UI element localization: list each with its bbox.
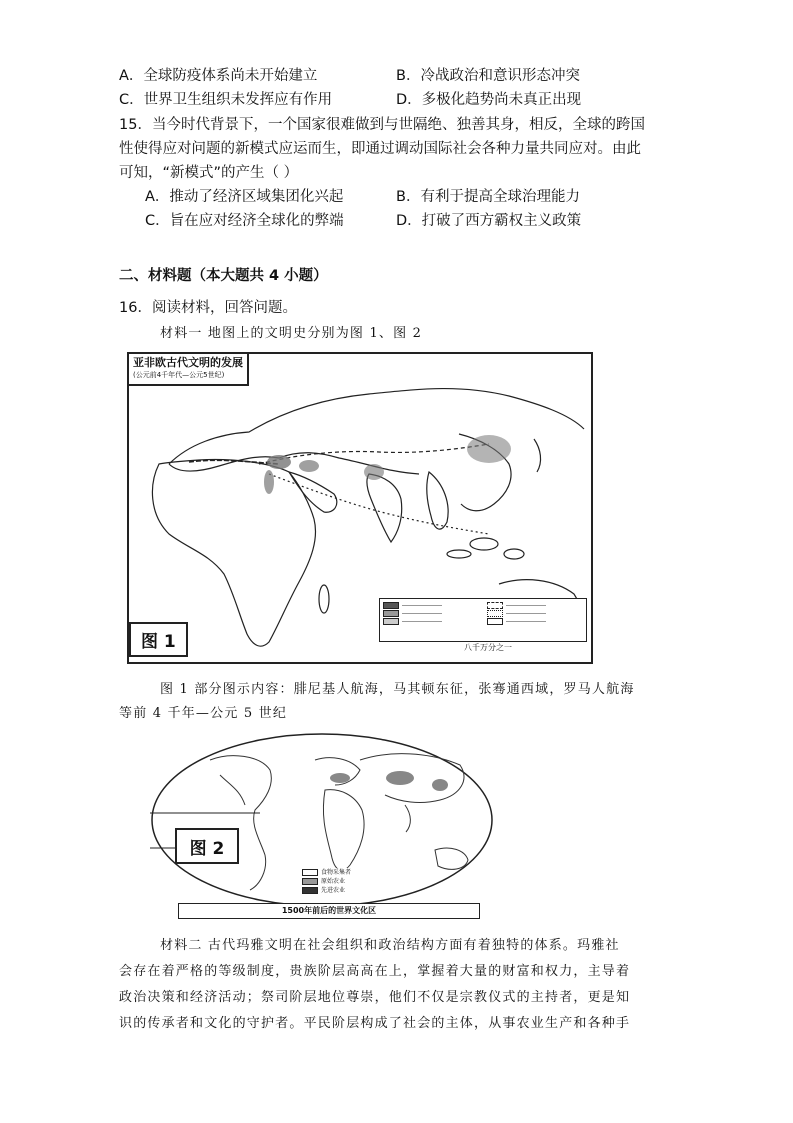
fig1-map-subtitle: (公元前4千年代—公元5世纪) (133, 371, 225, 379)
figure-1-map (127, 352, 593, 664)
fig2-legend (302, 868, 362, 895)
material-2-line-1: 材料二 古代玛雅文明在社会组织和政治结构方面有着独特的体系。玛雅社 (160, 938, 620, 953)
q14-option-a: A．全球防疫体系尚未开始建立 (119, 68, 318, 84)
figure-2-map (150, 730, 495, 925)
q14-option-b: B．冷战政治和意识形态冲突 (396, 68, 580, 84)
q15-stem-line-3: 可知，“新模式”的产生（ ） (119, 165, 299, 181)
fig1-map-title-box (127, 352, 249, 386)
fig2-banner: 1500年前后的世界文化区 (178, 903, 480, 919)
section-title: 二、材料题（本大题共 4 小题） (119, 268, 328, 284)
material-2-line-3: 政治决策和经济活动；祭司阶层地位尊崇，他们不仅是宗教仪式的主持者，更是知 (119, 990, 631, 1005)
fig1-scale: 八千万分之一 (464, 643, 512, 652)
q14-option-d: D．多极化趋势尚未真正出现 (396, 92, 582, 108)
q15-stem-line-1: 15．当今时代背景下，一个国家很难做到与世隔绝、独善其身，相反，全球的跨国 (119, 117, 645, 133)
q16-stem: 16．阅读材料，回答问题。 (119, 300, 297, 316)
material-2-line-4: 识的传承者和文化的守护者。平民阶层构成了社会的主体，从事农业生产和各种手 (119, 1016, 631, 1031)
q15-stem-line-2: 性使得应对问题的新模式应运而生，即通过调动国际社会各种力量共同应对。由此 (119, 141, 641, 157)
fig1-caption-line-1: 图 1 部分图示内容：腓尼基人航海，马其顿东征，张骞通西域，罗马人航海 (160, 682, 635, 697)
q15-option-d: D．打破了西方霸权主义政策 (396, 213, 582, 229)
q15-option-a: A．推动了经济区域集团化兴起 (145, 189, 344, 205)
fig2-legend-item: 先进农业 (321, 887, 346, 894)
q15-option-b: B．有利于提高全球治理能力 (396, 189, 580, 205)
fig1-map-title: 亚非欧古代文明的发展 (133, 356, 243, 369)
fig2-legend-item: 食物采集者 (321, 869, 352, 876)
fig1-legend (379, 598, 587, 642)
fig2-label: 图 2 (175, 828, 239, 864)
fig1-caption-line-2: 等前 4 千年—公元 5 世纪 (119, 706, 288, 721)
fig2-legend-item: 原始农业 (321, 878, 346, 885)
material-2-line-2: 会存在着严格的等级制度，贵族阶层高高在上，掌握着大量的财富和权力，主导着 (119, 964, 631, 979)
material-1-intro: 材料一 地图上的文明史分别为图 1、图 2 (160, 326, 423, 341)
q14-option-c: C．世界卫生组织未发挥应有作用 (119, 92, 333, 108)
q15-option-c: C．旨在应对经济全球化的弊端 (145, 213, 344, 229)
fig1-label: 图 1 (129, 622, 188, 657)
